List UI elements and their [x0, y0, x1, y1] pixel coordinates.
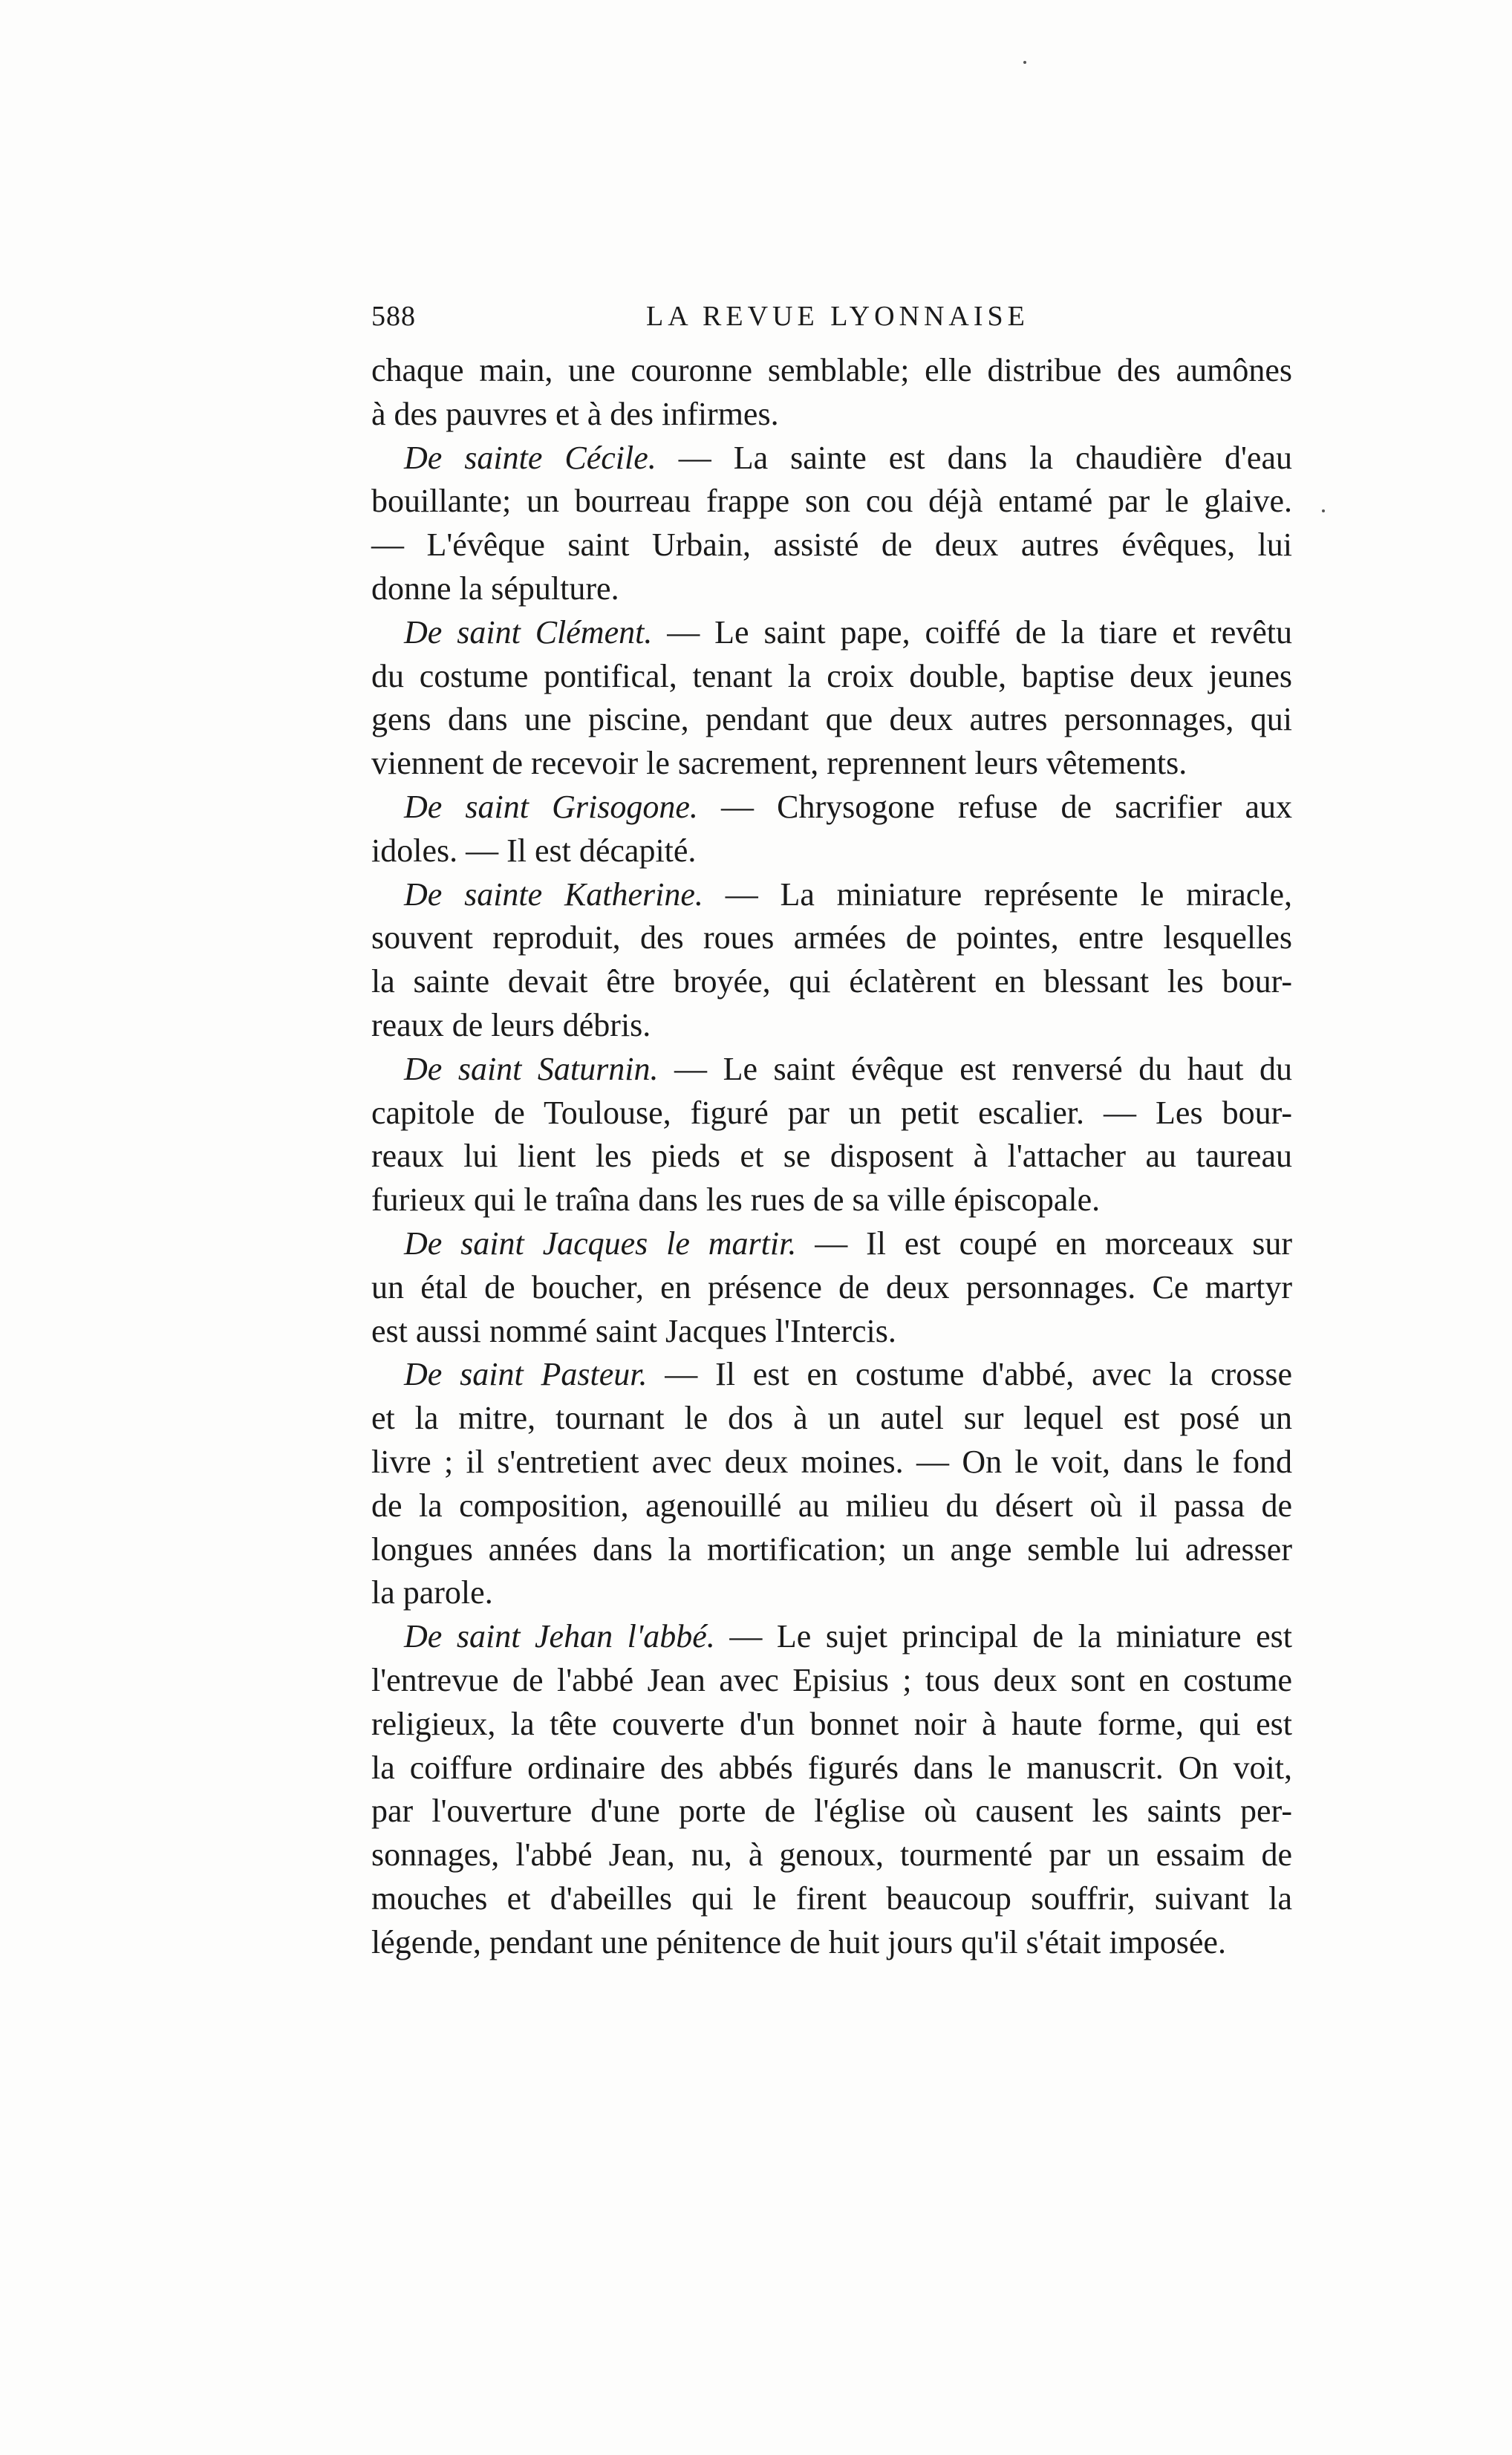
text-line: donne la sépulture.	[371, 570, 619, 607]
text-line: viennent de recevoir le sacrement, reprennent leurs vêtements.	[371, 745, 1187, 782]
text-line: chaque main, une couronne semblable; elle distribue des aumônes	[371, 352, 1292, 388]
paragraph-continuation	[371, 349, 1292, 437]
text-line: reaux lui lient les pieds et se disposent à l'attacher au taureau	[371, 1138, 1292, 1175]
text-line: — L'évêque saint Urbain, assisté de deux autres évêques, lui	[371, 526, 1292, 564]
text-line: et la mitre, tournant le dos à un autel sur lequel est posé un	[371, 1400, 1292, 1437]
text-line: à des pauvres et à des infirmes.	[371, 395, 779, 432]
text-line: du costume pontifical, tenant la croix double, baptise deux jeunes	[371, 657, 1292, 694]
text-line: longues années dans la mortification; un ange semble lui adresser	[371, 1530, 1292, 1568]
text-line: souvent reproduit, des roues armées de pointes, entre lesquelles	[371, 919, 1292, 956]
text-line	[371, 786, 1292, 829]
text-run: — La sainte est dans la chaudière d'eau	[656, 439, 1292, 476]
entry-title: De sainte Cécile.	[404, 439, 656, 476]
text-line: livre ; il s'entretient avec deux moines. — On le voit, dans le fond	[371, 1443, 1292, 1480]
text-line: gens dans une piscine, pendant que deux autres personnages, qui	[371, 701, 1292, 738]
text-line: la parole.	[371, 1574, 493, 1611]
text-line: religieux, la tête couverte d'un bonnet noir à haute forme, qui est	[371, 1705, 1292, 1742]
text-line	[371, 1353, 1292, 1397]
text-line: la coiffure ordinaire des abbés figurés dans le manuscrit. On voit,	[371, 1749, 1292, 1786]
text-run: — Il est en costume d'abbé, avec la crosse	[647, 1356, 1292, 1393]
text-line	[371, 611, 1292, 655]
text-run: — Le saint pape, coiffé de la tiare et revêtu	[652, 613, 1292, 651]
text-line: sonnages, l'abbé Jean, nu, à genoux, tourmenté par un essaim de	[371, 1836, 1292, 1874]
paragraph-saint-jacques	[371, 1222, 1292, 1353]
running-head	[371, 296, 1292, 340]
paragraph-sainte-katherine	[371, 873, 1292, 1048]
page-number: 588	[371, 301, 416, 332]
text-line: furieux qui le traîna dans les rues de sa ville épiscopale.	[371, 1181, 1101, 1219]
text-line: la sainte devait être broyée, qui éclatèrent en blessant les bour-	[371, 963, 1292, 1000]
entry-title: De saint Saturnin.	[404, 1050, 659, 1087]
text-line	[371, 437, 1292, 480]
text-line: reaux de leurs débris.	[371, 1006, 651, 1043]
text-run: — Chrysogone refuse de sacrifier aux	[697, 788, 1292, 825]
paragraph-saint-grisogone	[371, 786, 1292, 873]
text-run: — Le saint évêque est renversé du haut du	[658, 1050, 1293, 1087]
text-line: capitole de Toulouse, figuré par un petit escalier. — Les bour-	[371, 1094, 1292, 1131]
entry-title: De saint Pasteur.	[404, 1356, 648, 1393]
entry-title: De saint Clément.	[404, 613, 653, 651]
paragraph-saint-saturnin	[371, 1048, 1292, 1222]
text-line: légende, pendant une pénitence de huit jours qu'il s'était imposée.	[371, 1923, 1226, 1960]
text-line: est aussi nommé saint Jacques l'Intercis.	[371, 1312, 896, 1349]
paragraph-saint-clement	[371, 611, 1292, 786]
text-line: de la composition, agenouillé au milieu du désert où il passa de	[371, 1487, 1292, 1524]
paragraph-saint-pasteur	[371, 1353, 1292, 1615]
entry-title: De saint Jacques le martir.	[404, 1225, 797, 1262]
text-line	[371, 1615, 1292, 1659]
text-line: idoles. — Il est décapité.	[371, 832, 697, 869]
journal-title: LA REVUE LYONNAISE	[646, 301, 1029, 332]
text-line: un étal de boucher, en présence de deux personnages. Ce martyr	[371, 1268, 1292, 1305]
text-run: — La miniature représente le miracle,	[703, 876, 1293, 913]
entry-title: De saint Jehan l'abbé.	[404, 1618, 715, 1655]
paper-speck	[1023, 61, 1026, 64]
text-line: bouillante; un bourreau frappe son cou déjà entamé par le glaive.	[371, 483, 1292, 520]
paragraph-sainte-cecile	[371, 437, 1292, 611]
paragraph-saint-jehan	[371, 1615, 1292, 1964]
text-line	[371, 1048, 1292, 1092]
text-line: mouches et d'abeilles qui le firent beaucoup souffrir, suivant la	[371, 1879, 1292, 1917]
entry-title: De saint Grisogone.	[404, 788, 698, 825]
text-line	[371, 1222, 1292, 1266]
body-text	[371, 349, 1292, 1964]
entry-title: De sainte Katherine.	[404, 876, 703, 913]
text-run: — Il est coupé en morceaux sur	[796, 1225, 1292, 1262]
text-line	[371, 873, 1292, 917]
text-run: — Le sujet principal de la miniature est	[714, 1618, 1292, 1655]
text-line: par l'ouverture d'une porte de l'église où causent les saints per-	[371, 1793, 1292, 1830]
text-line: l'entrevue de l'abbé Jean avec Episius ; tous deux sont en costume	[371, 1661, 1292, 1698]
paper-speck	[1322, 509, 1325, 512]
